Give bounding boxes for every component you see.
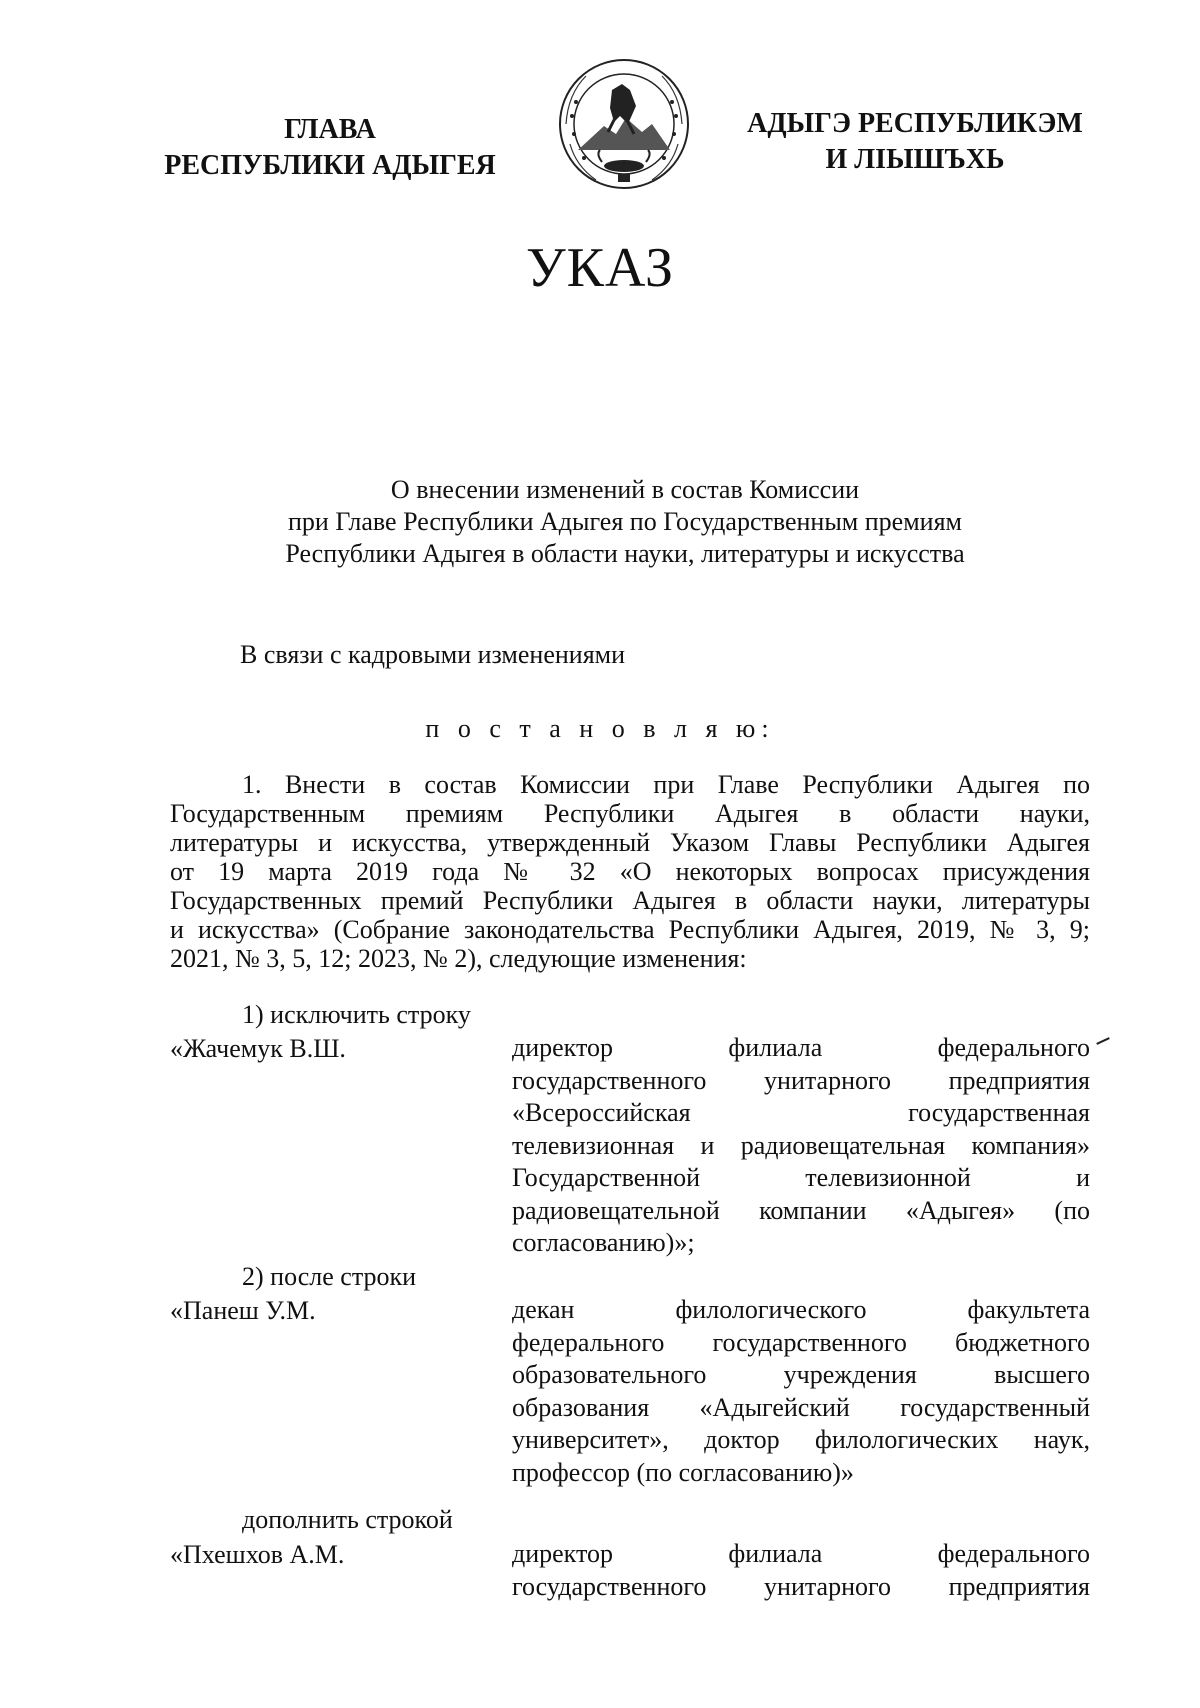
item-1-desc-line: радиовещательной компании «Адыгея» (по [512,1195,1090,1225]
item-2-desc-line: образования «Адыгейский государственный [512,1392,1090,1422]
paragraph-1-line: Государственным премиям Республики Адыгея в области науки, [170,799,1090,828]
header-right-line2: И ЛІЫШЪХЬ [825,144,1005,175]
subject-line1: О внесении изменений в состав Комиссии [390,475,860,504]
item-2-desc-line: федерального государственного бюджетного [512,1327,1090,1357]
item-3-name: «Пхешхов А.М. [170,1540,345,1569]
item-2-name: «Панеш У.М. [170,1296,316,1325]
subject-line2: при Главе Республики Адыгея по Государственным премиям [288,507,962,536]
item-1-desc-line: директор филиала федерального [512,1033,1090,1062]
item-1-name: «Жачемук В.Ш. [170,1034,346,1063]
item-2-desc-line: университет», доктор филологических наук, [512,1425,1090,1454]
coat-of-arms-emblem-icon [556,54,692,194]
item-2-description [512,1294,1090,1489]
item-1-description [512,1032,1090,1260]
document-subject [150,474,1100,570]
item-3-desc-line: государственного унитарного предприятия [512,1571,1090,1601]
header-left-line1: ГЛАВА [284,114,376,145]
item-1-desc-line: Государственной телевизионной и [512,1163,1090,1192]
item-1-desc-line: «Всероссийская государственная [512,1098,1090,1127]
item-2-desc-line: образовательного учреждения высшего [512,1360,1090,1389]
item-1-desc-line: государственного унитарного предприятия [512,1065,1090,1095]
item-3-label: дополнить строкой [242,1505,453,1534]
paragraph-1-line: 1. Внести в состав Комиссии при Главе Республики Адыгея по [242,770,1090,799]
header-right-line1: АДЫГЭ РЕСПУБЛИКЭМ [747,108,1083,139]
decree-word: п о с т а н о в л я ю: [425,714,775,743]
item-3-description [512,1538,1090,1603]
item-1-desc-line: согласованию)»; [512,1228,695,1257]
item-1-label: 1) исключить строку [242,1000,471,1029]
subject-line3: Республики Адыгея в области науки, литературы и искусства [285,539,965,568]
paragraph-1-line: Государственных премий Республики Адыгея в области науки, литературы [170,886,1090,915]
margin-mark [1096,1037,1110,1045]
intro-text: В связи с кадровыми изменениями [240,640,626,669]
item-1-desc-line: телевизионная и радиовещательная компания» [512,1130,1090,1160]
paragraph-1-line: литературы и искусства, утвержденный Указом Главы Республики Адыгея [170,828,1090,857]
item-2-desc-line: профессор (по согласованию)» [512,1457,854,1487]
paragraph-1-line: от 19 марта 2019 года № 32 «О некоторых вопросах присуждения [170,857,1090,886]
item-3-desc-line: директор филиала федерального [512,1539,1090,1568]
paragraph-1-line: и искусства» (Собрание законодательства Республики Адыгея, 2019, № 3, 9; [170,915,1090,944]
paragraph-1-line: 2021, № 3, 5, 12; 2023, № 2), следующие изменения: [170,944,747,973]
item-2-desc-line: декан филологического факультета [512,1295,1090,1324]
header-right [730,106,1100,178]
paragraph-1 [170,770,1090,973]
item-2-label: 2) после строки [242,1262,417,1291]
header-left [140,112,520,184]
header-left-line2: РЕСПУБЛИКИ АДЫГЕЯ [164,150,496,181]
document-title: УКАЗ [525,237,675,299]
